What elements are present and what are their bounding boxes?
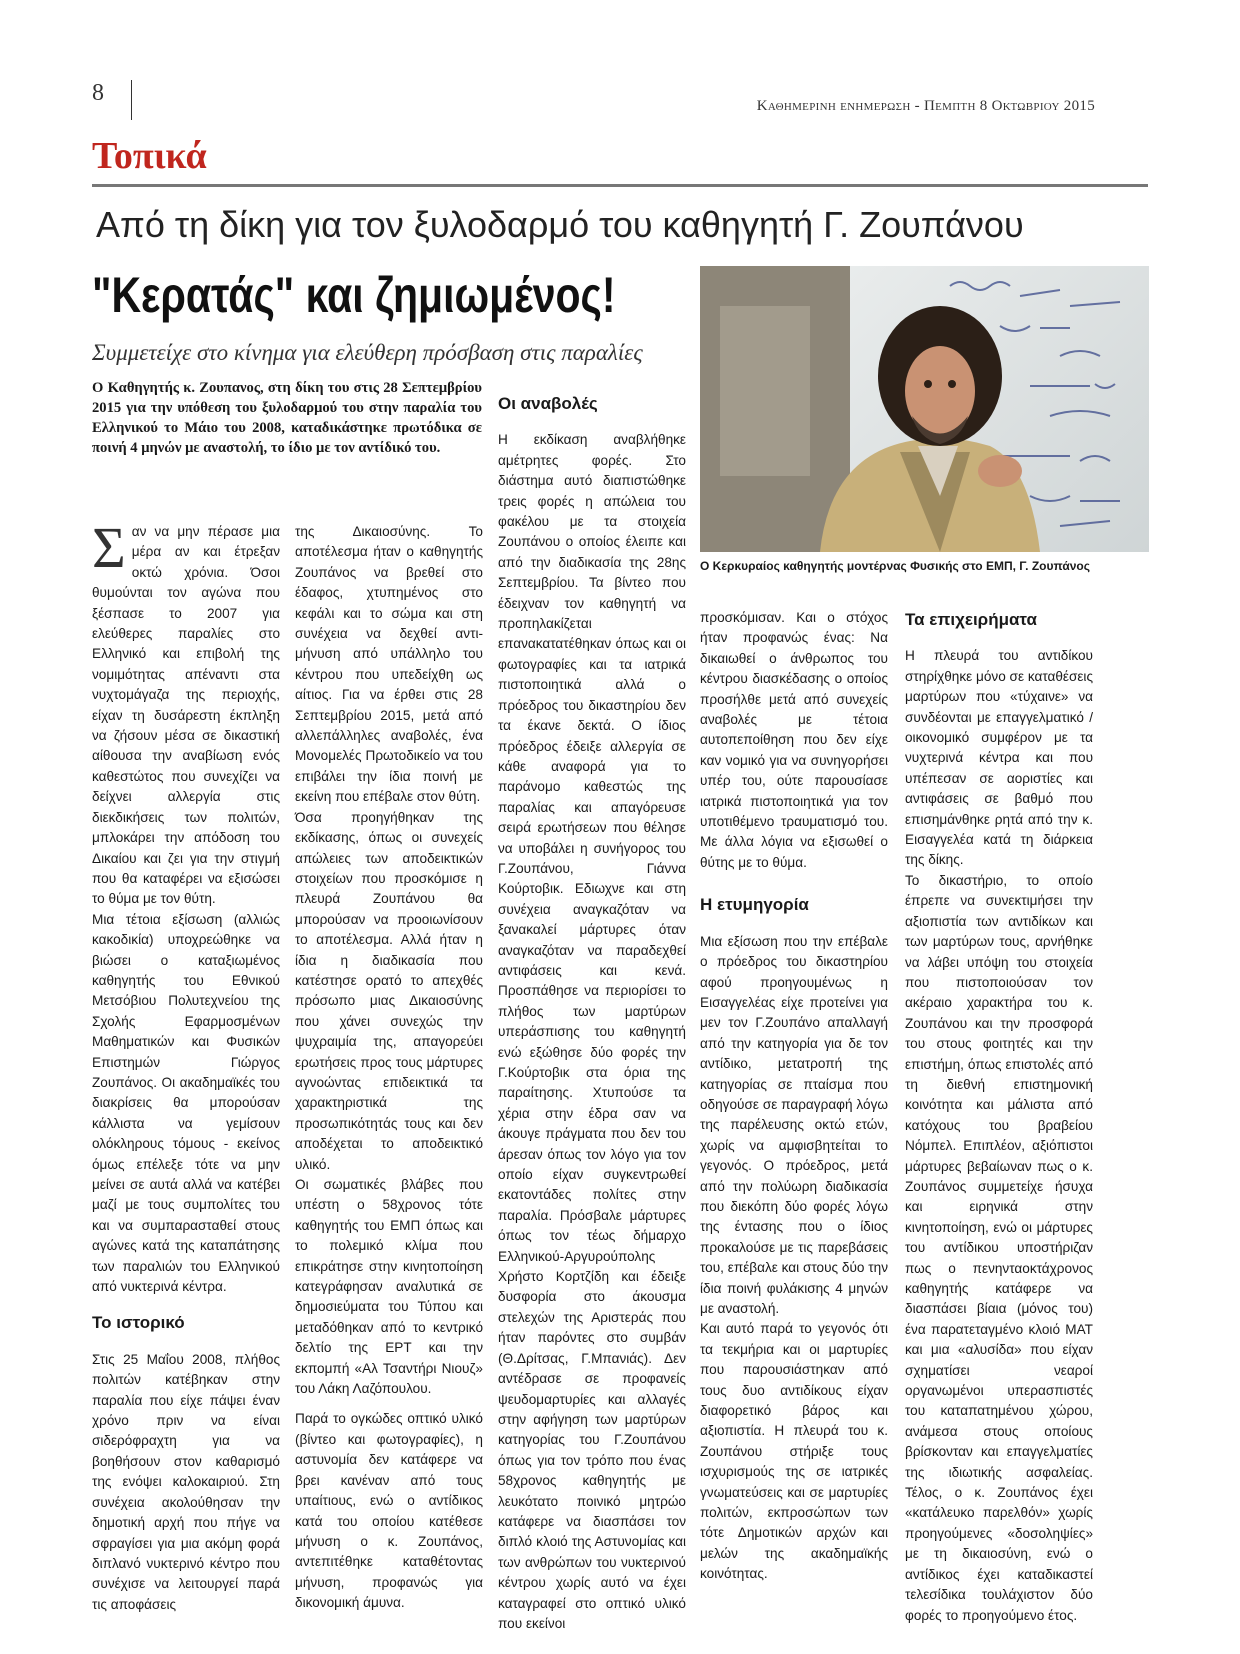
subheading-verdict: Η ετυμηγορία bbox=[700, 895, 809, 915]
professor-photo-illustration bbox=[700, 266, 1149, 552]
article-column-4 bbox=[700, 608, 888, 1585]
section-title: Τοπικά bbox=[92, 135, 207, 177]
article-lead: Ο Καθηγητής κ. Ζουπανος, στη δίκη του στις 28 Σεπτεμβρίου 2015 για την υπόθεση του ξυλοδαρμού του στην παραλία του Ελληνικού το Μάιο του 2008, καταδικάστηκε πρωτόδικα σε ποινή 4 μηνών με αναστολή, το ίδιο με τον αντίδικό του. bbox=[92, 380, 482, 456]
header-divider bbox=[131, 80, 132, 120]
paragraph: Οι σωματικές βλάβες που υπέστη ο 58χρονος τότε καθηγητής του ΕΜΠ όπως και το πολεμικό κλίμα που επικράτησε στην κινητοποίηση κατεγράφησαν αναλυτικά σε δημοσιεύματα του Τύπου και μεταδόθηκαν από το κεντρικό δελτίο της ΕΡΤ και την εκπομπή «Αλ Τσαντήρι Νιουζ» του Λάκη Λαζόπουλου. bbox=[295, 1177, 483, 1397]
paragraph: αν να μην πέρασε μια μέρα αν και έτρεξαν οκτώ χρόνια. Όσοι θυμούνται τον αγώνα που ξέσπασε το 2007 για ελεύθερες παραλίες στο Ελληνικό και επιβολή της νομιμότητας απέναντι στα νυχτομάγαζα της περιοχής, είχαν τη δυσάρεστη έκπληξη να ζήσουν μέσα σε δικαστική αίθουσα την αναβίωση ενός καθεστώτος που συνεχίζει να δείχνει αλλεργία στις διεκδικήσεις των πολιτών, μπλοκάρει την απόδοση του Δικαίου και ζει για την στιγμή που θα καταφέρει να εξισώσει το θύμα με τον θύτη. bbox=[92, 524, 280, 907]
paragraph: Η πλευρά του αντιδίκου στηρίχθηκε μόνο σε καταθέσεις μαρτύρων που «τύχαινε» να συνδέονται με επαγγελματικό / οικονομικό συμφέρον με τα νυχτερινά κέντρα και που υπέπεσαν σε αοριστίες και αντιφάσεις σε βαθμό που επισημάνθηκε ρητά από την κ. Εισαγγελέα κατά τη διάρκεια της δίκης. bbox=[905, 648, 1093, 868]
article-column-1 bbox=[92, 515, 280, 1615]
article-kicker: Από τη δίκη για τον ξυλοδαρμό του καθηγητή Γ. Ζουπάνου bbox=[96, 204, 1024, 245]
article-photo bbox=[700, 266, 1149, 552]
article-headline: "Κερατάς" και ζημιωμένος! bbox=[92, 267, 616, 323]
paragraph: Μια εξίσωση που την επέβαλε ο πρόεδρος του δικαστηρίου αφού προηγουμένως η Εισαγγελέας είχε προτείνει για μεν τον Γ.Ζουπάνο απαλλαγή από την κατηγορία για δε τον αντίδικο, μετατροπή της κατηγορίας σε πταίσμα που οδηγούσε σε παραγραφή λόγω της παρέλευσης οκτώ ετών, χωρίς να αμφισβητείται το γεγονός. Ο πρόεδρος, μετά από την πολύωρη διαδικασία που διεκόπη δύο φορές λόγω της έντασης που ο ίδιος προκαλούσε με τις παρεβάσεις του, επέβαλε και στους δύο την ίδια ποινή φυλάκισης 4 μηνών με αναστολή. bbox=[700, 933, 888, 1316]
article-column-5 bbox=[905, 604, 1093, 1626]
subheading-history: Το ιστορικό bbox=[92, 1313, 185, 1333]
photo-caption: Ο Κερκυραίος καθηγητής μοντέρνας Φυσικής στο ΕΜΠ, Γ. Ζουπάνος bbox=[700, 559, 1090, 573]
page-number: 8 bbox=[92, 80, 104, 106]
paragraph: της Δικαιοσύνης. Το αποτέλεσμα ήταν ο καθηγητής Ζουπάνος να βρεθεί στο έδαφος, χτυπημένος στο κεφάλι και το σώμα και στη συνέχεια να δεχθεί αντι-μήνυση από υπάλληλο του κέντρου που υπεδείχθη ως αίτιος. Για να έρθει στις 28 Σεπτεμβρίου 2015, μετά από αλλεπάλληλες αναβολές, ένα Μονομελές Πρωτοδικείο να του επιβάλει την ίδια ποινή με εκείνη που επέβαλε στον θύτη. bbox=[295, 524, 483, 805]
article-column-2 bbox=[295, 522, 483, 1614]
running-head: Καθημερινη ενημερωση - Πεμπτη 8 Οκτωβριου 2015 bbox=[756, 98, 1095, 114]
article-column-3 bbox=[498, 388, 686, 1634]
drop-cap: Σ bbox=[92, 515, 126, 580]
paragraph: Η εκδίκαση αναβλήθηκε αμέτρητες φορές. Στο διάστημα αυτό διαπιστώθηκε τρεις φορές η απώλεια του φακέλου με τα στοιχεία Ζουπάνου ο οποίος έλειπε και από την διαδικασία της 28ης Σεπτεμβρίου. Τα βίντεο που έδειχναν τον καθηγητή να προπηλακίζεται επανακατατέθηκαν όπως και οι φωτογραφίες και τα ιατρικά πιστοποιητικά αλλά ο πρόεδρος του δικαστηρίου δεν τα έκανε δεκτά. Ο ίδιος πρόεδρος έδειξε αλλεργία σε κάθε αναφορά για το παράνομο καθεστώς της παραλίας και απαγόρευσε σειρά ερωτήσεων που θέλησε να υποβάλει η συνήγορος του Γ.Ζουπάνου, Γιάννα Κούρτοβικ. Εδιωχνε και στη συνέχεια αναγκαζόταν να ξανακαλεί μάρτυρες όταν αναγκαζόταν να παραδεχθεί αντιφάσεις και κενά. Προσπάθησε να περιορίσει το πλήθος των μαρτύρων υπεράσπισης του καθηγητή ενώ εξώθησε δύο φορές την Γ.Κούρτοβικ στα όρια της παραίτησης. Χτυπούσε τα χέρια στην έδρα σαν να άκουγε πράγματα που δεν του άρεσαν όπως τον λόγο για τον οποίο είχαν συγκεντρωθεί εκατοντάδες πολίτες στην παραλία. Πρόσβαλε μάρτυρες όπως τον τέως δήμαρχο Ελληνικού-Αργυρούπολης Χρήστο Κορτζίδη και έδειξε δυσφορία στο άκουσμα στελεχών της Αριστεράς που ήταν παρόντες στο συμβάν (Θ.Δρίτσας, Γ.Μπανιάς). Δεν αντέδρασε σε προφανείς ψευδομαρτυρίες και αλλαγές στην αφήγηση των μαρτύρων κατηγορίας του Γ.Ζουπάνου όπως για τον τρόπο που ένας 58χρονος καθηγητής με λευκότατο ποινικό μητρώο κατάφερε να διασπάσει τον διπλό κλοιό της Αστυνομίας και των ανθρώπων του νυκτερινού κέντρου χωρίς αυτό να έχει καταγραφεί στο οπτικό υλικό που εκείνοι bbox=[498, 432, 686, 1631]
paragraph: προσκόμισαν. Και ο στόχος ήταν προφανώς ένας: Να δικαιωθεί ο άνθρωπος του κέντρου διασκέδασης ο οποίος προσήλθε μετά από συνεχείς αναβολές με τέτοια αυτοπεποίθηση που δεν είχε καν νομικό για να συνηγορήσει υπέρ του, ούτε παρουσίασε ιατρικά πιστοποιητικά για τον υποτιθέμενο τραυματισμό του. Με άλλα λόγια να εξισωθεί ο θύτης με το θύμα. bbox=[700, 610, 888, 870]
paragraph: Όσα προηγήθηκαν της εκδίκασης, όπως οι συνεχείς απώλειες των αποδεικτικών στοιχείων που προσκόμισε η πλευρά Ζουπάνου θα μπορούσαν να προοιωνίσουν το αποτέλεσμα. Αλλά ήταν η ίδια η διαδικασία που κατέστησε ορατό το απεχθές πρόσωπο μιας Δικαιοσύνης που χάνει συνεχώς την ψυχραιμία της, απαγορεύει ερωτήσεις προς τους μάρτυρες αγνοώντας επιδεικτικά τα χαρακτηριστικά της προσωπικότητάς τους και δεν αποδέχεται το αποδεικτικό υλικό. bbox=[295, 809, 483, 1172]
paragraph: Παρά το ογκώδες οπτικό υλικό (βίντεο και φωτογραφίες), η αστυνομία δεν κατάφερε να βρει κανέναν από τους υπαίτιους, ενώ ο αντίδικος κατά του οποίου κατέθεσε μήνυση ο κ. Ζουπάνος, αντεπιτέθηκε καταθέτοντας μήνυση, προφανώς για δικονομική άμυνα. bbox=[295, 1411, 483, 1611]
section-rule bbox=[92, 184, 1148, 187]
paragraph: Στις 25 Μαΐου 2008, πλήθος πολιτών κατέβηκαν στην παραλία που είχε πάψει έναν χρόνο πριν να είναι σιδερόφραχτη για να βοηθήσουν στον καθαρισμό της ενόψει καλοκαιριού. Στη συνέχεια ακολούθησαν την δημοτική αρχή που πήγε να σφραγίσει για μια ακόμη φορά διπλανό νυκτερινό κέντρο που συνέχισε να λειτουργεί παρά τις αποφάσεις bbox=[92, 1351, 280, 1612]
subheading-delays: Οι αναβολές bbox=[498, 394, 598, 413]
paragraph: Το δικαστήριο, το οποίο έπρεπε να συνεκτιμήσει την αξιοπιστία των αντιδίκων και των μαρτύρων τους, αρνήθηκε να λάβει υπόψη του στοιχεία που πιστοποιούσαν τον ακέραιο χαρακτήρα του κ. Ζουπάνου και την προσφορά του στους φοιτητές και την επιστήμη, όπως επιστολές από τη διεθνή επιστημονική κοινότητα και μάλιστα από κατόχους του βραβείου Νόμπελ. Επιπλέον, αξιόπιστοι μάρτυρες βεβαίωναν πως ο κ. Ζουπάνος συμμετείχε ήσυχα και ειρηνικά στην κινητοποίηση, ενώ οι μάρτυρες του αντίδικου υποστήριζαν πως ο πενηνταοκτάχρονος καθηγητής κατάφερε να διασπάσει βίαια (μόνος του) ένα παρατεταγμένο κλοιό ΜΑΤ και μια «αλυσίδα» που είχαν σχηματίσει νεαροί οργανωμένοι υπερασπιστές του καταπατημένου χώρου, ανάμεσα στους οποίους βρίσκονταν και επαγγελματίες της ιδιωτικής ασφαλείας. Τέλος, ο κ. Ζουπάνος έχει «κατάλευκο παρελθόν» χωρίς προηγούμενες «δοσοληψίες» με τη δικαιοσύνη, ενώ ο αντίδικος έχει καταδικαστεί τελεσίδικα τουλάχιστον δύο φορές το προηγούμενο έτος. bbox=[905, 872, 1093, 1623]
subheading-arguments: Τα επιχειρήματα bbox=[905, 610, 1037, 629]
article-subhead: Συμμετείχε στο κίνημα για ελεύθερη πρόσβαση στις παραλίες bbox=[92, 340, 643, 365]
paragraph: Μια τέτοια εξίσωση (αλλιώς κακοδικία) υποχρεώθηκε να βιώσει ο καταξιωμένος καθηγητής του Εθνικού Μετσόβιου Πολυτεχνείου της Σχολής Εφαρμοσμένων Μαθηματικών και Φυσικών Επιστημών Γιώργος Ζουπάνος. Οι ακαδημαϊκές του διακρίσεις θα μπορούσαν κάλλιστα να γεμίσουν ολόκληρους τόμους - εκείνος όμως επέλεξε τότε να μην μείνει σε αυτά αλλά να κατέβει μαζί με τους συμπολίτες του και να συμπαρασταθεί στους αγώνες κατά της καταπάτησης των παραλιών του Ελληνικού από νυκτερινά κέντρα. bbox=[92, 911, 280, 1295]
paragraph: Και αυτό παρά το γεγονός ότι τα τεκμήρια και οι μαρτυρίες που παρουσιάστηκαν από τους δυο αντιδίκους είχαν διαφορετικό βάρος και αξιοπιστία. Η πλευρά του κ. Ζουπάνου στήριξε τους ισχυρισμούς της σε ιατρικές γνωματεύσεις και σε μαρτυρίες πολιτών, εκπροσώπων των τότε Δημοτικών αρχών και μελών της ακαδημαϊκής κοινότητας. bbox=[700, 1321, 888, 1582]
